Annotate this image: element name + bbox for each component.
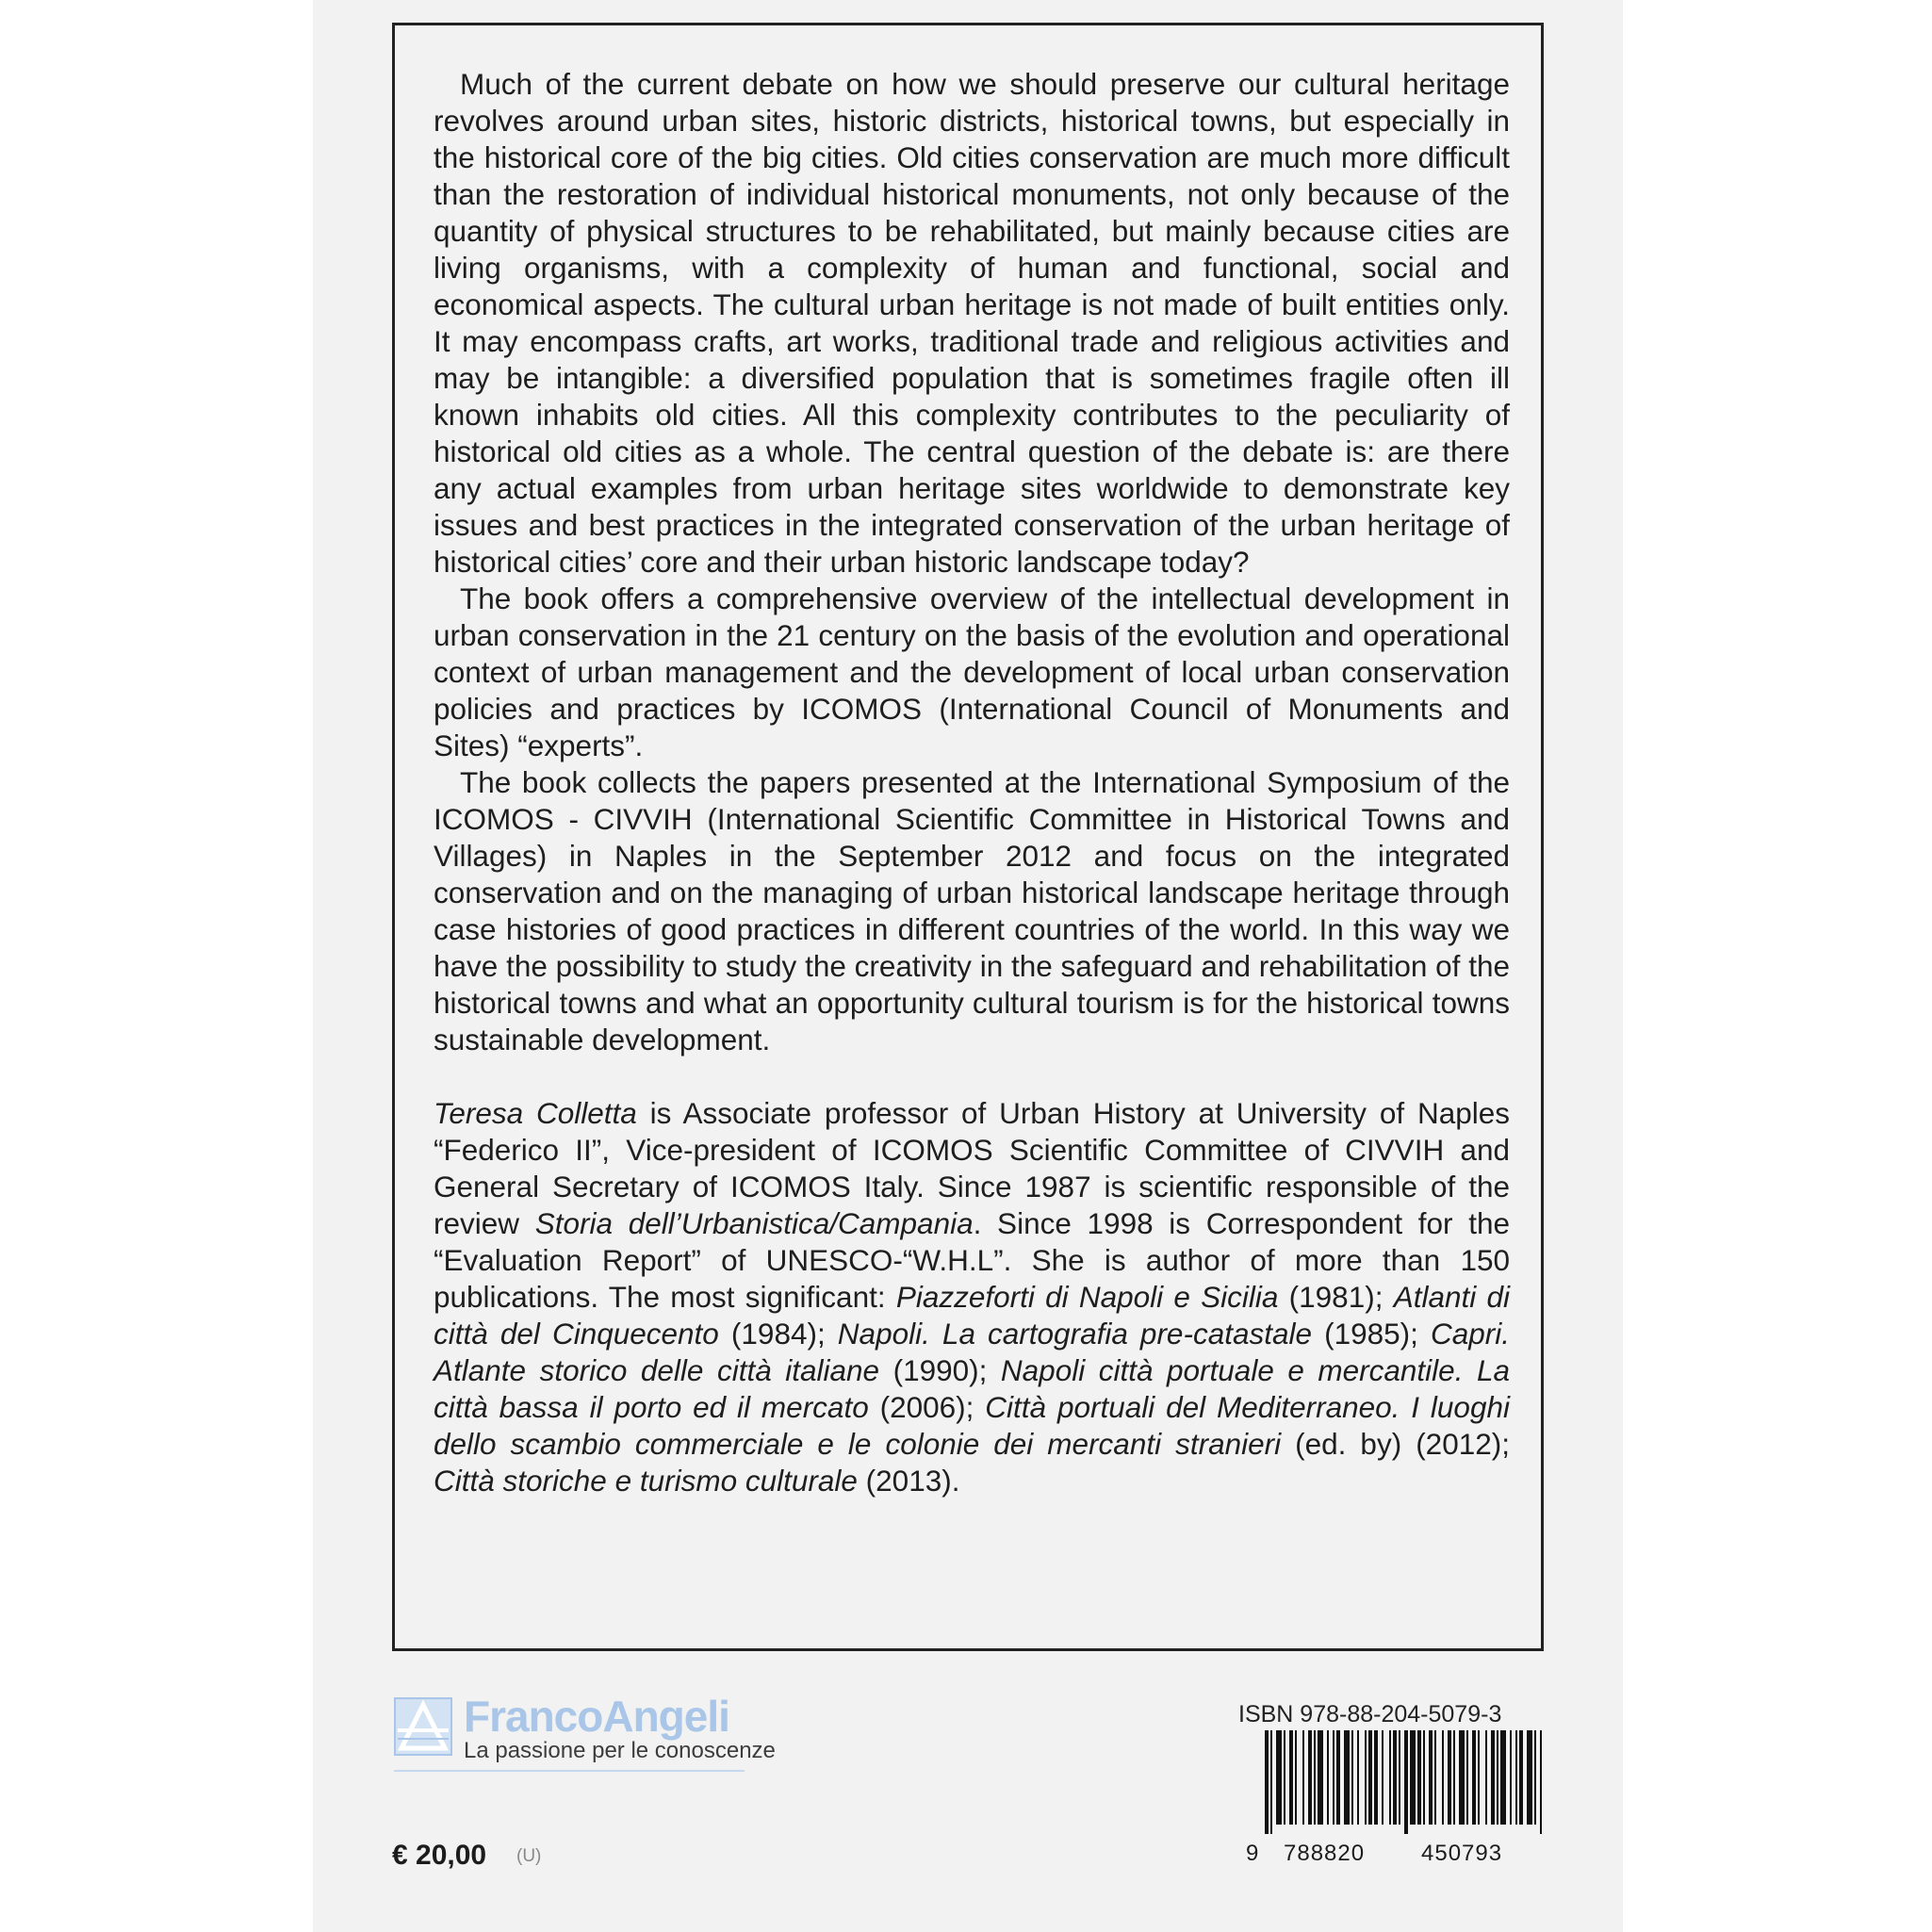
bio-segment: (1984); bbox=[718, 1317, 838, 1351]
bio-segment: (ed. by) (2012); bbox=[1281, 1427, 1510, 1461]
barcode-icon bbox=[1265, 1730, 1547, 1834]
publisher-tagline: La passione per le conoscenze bbox=[464, 1738, 776, 1763]
blurb-paragraph-3: The book collects the papers presented at the International Symposium of the ICOMOS - CIVVIH (International Scientific Committee in Historical Towns and Villages) in Naples in the September 2012 and focus on the integrated conservation and on the managing of urban historical landscape heritage through case histories of good practices in different countries of the world. In this way we have the possibility to study the creativity in the safeguard and rehabilitation of the historical towns and what an opportunity cultural tourism is for the historical towns sustainable development. bbox=[434, 765, 1510, 1056]
isbn-label: ISBN 978-88-204-5079-3 bbox=[1238, 1701, 1502, 1727]
bio-segment: (2006); bbox=[868, 1390, 986, 1424]
bio-segment: (2013). bbox=[857, 1464, 960, 1498]
bio-italic-segment: Piazzeforti di Napoli e Sicilia bbox=[895, 1280, 1279, 1314]
logo-underline bbox=[394, 1770, 745, 1772]
bio-italic-segment: Napoli. La cartografia pre-catastale bbox=[837, 1317, 1313, 1351]
blurb-paragraph-2: The book offers a comprehensive overview of the intellectual development in urban conservation in the 21 century on the basis of the evolution and operational context of urban management and the development of local urban conservation policies and practices by ICOMOS (International Council of Monuments and Sites) “experts”. bbox=[434, 581, 1510, 762]
barcode-digit-first: 9 bbox=[1246, 1841, 1259, 1866]
bio-italic-segment: Città storiche e turismo culturale bbox=[434, 1464, 858, 1498]
bio-segment: (1981); bbox=[1278, 1280, 1394, 1314]
barcode-digits-right: 450793 bbox=[1421, 1841, 1503, 1866]
bio-italic-segment: Città portuali del Mediterraneo. I luoghi dello scambio commerciale e le colonie dei mercanti stranieri bbox=[434, 1390, 1510, 1461]
author-bio bbox=[434, 1095, 1510, 1499]
blurb-text bbox=[434, 66, 1510, 1499]
bio-italic-segment: Napoli città portuale e mercantile. La città bassa il porto ed il mercato bbox=[434, 1353, 1511, 1424]
bio-italic-segment: Storia dell’Urbanistica/Campania bbox=[534, 1206, 974, 1240]
bio-italic-segment: Teresa Colletta bbox=[434, 1096, 637, 1130]
bio-segment: . Since 1998 is Correspondent for the “Evaluation Report” of UNESCO-“W.H.L”. She is author of more than 150 publications. The most significant: bbox=[434, 1206, 1511, 1314]
bio-segment: (1990); bbox=[879, 1353, 1001, 1387]
publisher-logo bbox=[394, 1692, 776, 1772]
price: € 20,00 bbox=[392, 1840, 487, 1871]
bio-segment: (1985); bbox=[1312, 1317, 1431, 1351]
price-code: (U) bbox=[516, 1846, 542, 1866]
barcode-digits-left: 788820 bbox=[1284, 1841, 1366, 1866]
publisher-name: FrancoAngeli bbox=[464, 1692, 729, 1741]
bio-segment: is Associate professor of Urban History at University of Naples “Federico II”, Vice-president of ICOMOS Scientific Committee of CIVVIH and General Secretary of ICOMOS Italy. Since 1987 is scientific responsible of the review bbox=[434, 1096, 1511, 1240]
bio-italic-segment: Capri. Atlante storico delle città italiane bbox=[434, 1317, 1511, 1387]
blurb-paragraph-1: Much of the current debate on how we should preserve our cultural heritage revolves around urban sites, historic districts, historical towns, but especially in the historical core of the big cities. Old cities conservation are much more difficult than the restoration of individual historical monuments, not only because of the quantity of physical structures to be rehabilitated, but mainly because cities are living organisms, with a complexity of human and functional, social and economical aspects. The cultural urban heritage is not made of built entities only. It may encompass crafts, art works, traditional trade and religious activities and may be intangible: a diversified population that is sometimes fragile often ill known inhabits old cities. All this complexity contributes to the peculiarity of historical old cities as a whole. The central question of the debate is: are there any actual examples from urban heritage sites worldwide to demonstrate key issues and best practices in the integrated conservation of the urban heritage of historical cities’ core and their urban historic landscape today? bbox=[434, 67, 1510, 579]
franco-angeli-logo-icon bbox=[394, 1697, 452, 1756]
bio-italic-segment: Atlanti di città del Cinquecento bbox=[434, 1280, 1510, 1351]
